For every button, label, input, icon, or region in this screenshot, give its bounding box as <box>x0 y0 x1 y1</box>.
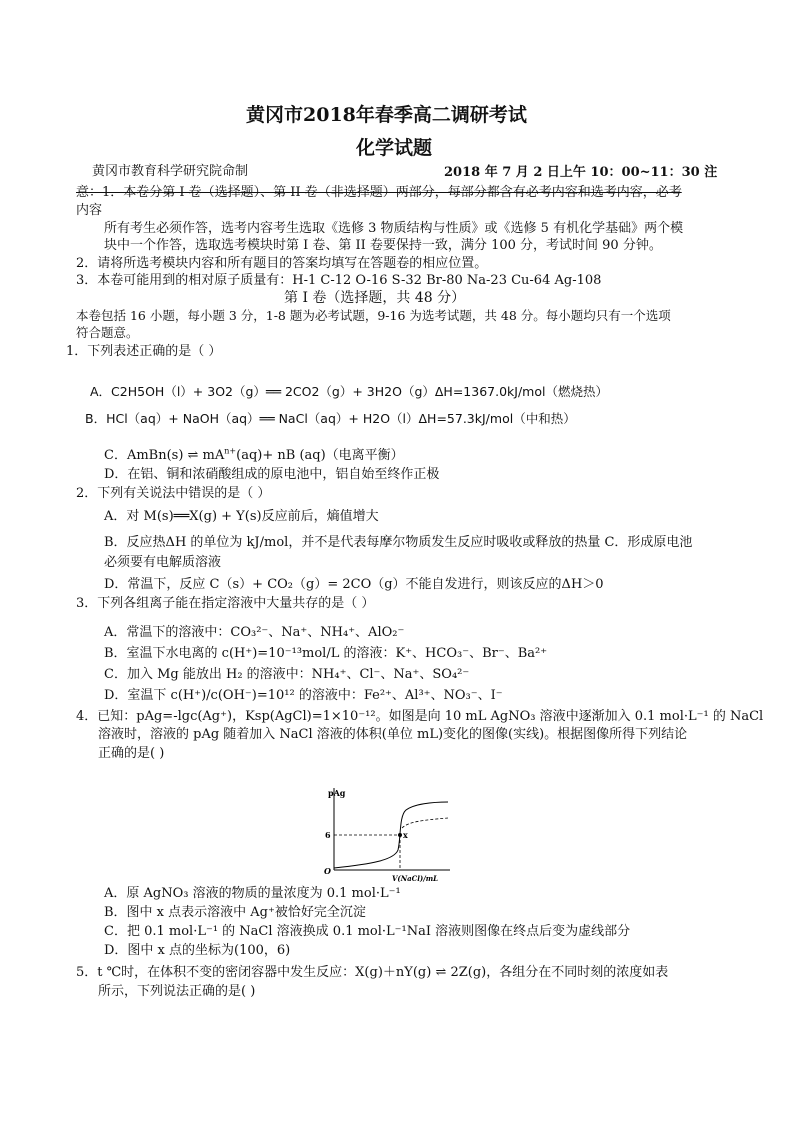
graph-xlabel: V(NaCl)/mL <box>392 874 439 883</box>
q1-option-a: A．C2H5OH（l）+ 3O2（g）══ 2CO2（g）+ 3H2O（g）ΔH=1367.0kJ/mol（燃烧热） <box>90 384 608 399</box>
q4-option-d: D．图中 x 点的坐标为(100，6) <box>104 943 291 958</box>
graph-origin: O <box>324 866 331 876</box>
graph-ylabel: pAg <box>328 788 346 798</box>
section-desc-line2: 符合题意。 <box>76 325 139 340</box>
q2-option-a: A．对 M(s)══X(g) + Y(s)反应前后，熵值增大 <box>104 509 379 524</box>
graph-dashed-curve <box>402 818 448 828</box>
note-1-line2: 内容 <box>76 203 103 218</box>
q1-option-c-rest: (aq)+ nB (aq)（电离平衡） <box>236 448 404 463</box>
note-1-line3: 所有考生必须作答，选考内容考生选取《选修 3 物质结构与性质》或《选修 5 有机化学基础》两个模 <box>104 221 684 236</box>
q5-stem-line1: 5．t ℃时，在体积不变的密闭容器中发生反应：X(g)＋nY(g) ⇌ 2Z(g)，各组分在不同时刻的浓度如表 <box>76 965 669 980</box>
q1-option-d: D．在铝、铜和浓硝酸组成的原电池中，铝自始至终作正极 <box>104 467 440 482</box>
note-2: 2．请将所选考模块内容和所有题目的答案均填写在答题卷的相应位置。 <box>76 256 488 271</box>
exam-subtitle: 化学试题 <box>356 137 433 159</box>
graph-y-tick-6: 6 <box>325 830 331 840</box>
q2-stem: 2．下列有关说法中错误的是（ ） <box>76 486 271 501</box>
exam-date: 2018 年 7 月 2 日上午 10：00~11：30 注 <box>444 165 718 180</box>
q3-stem: 3．下列各组离子能在指定溶液中大量共存的是（ ） <box>76 596 375 611</box>
q1-option-b: B．HCl（aq）+ NaOH（aq）══ NaCl（aq）+ H2O（l）ΔH=57.3kJ/mol（中和热） <box>85 411 576 426</box>
section-title: 第 I 卷（选择题，共 48 分） <box>284 290 466 306</box>
graph-point-x <box>398 833 402 837</box>
q4-stem-line1: 4．已知：pAg=-lgc(Ag⁺)，Ksp(AgCl)=1×10⁻¹²。如图是向 10 mL AgNO₃ 溶液中逐渐加入 0.1 mol·L⁻¹ 的 NaCl <box>76 709 764 724</box>
note-1-line4: 块中一个作答，选取选考模块时第 I 卷、第 II 卷要保持一致，满分 100 分，考试时间 90 分钟。 <box>104 238 662 253</box>
section-desc-line1: 本卷包括 16 小题，每小题 3 分，1-8 题为必考试题，9-16 为选考试题，共 48 分。每小题均只有一个选项 <box>76 308 671 323</box>
issuer: 黄冈市教育科学研究院命制 <box>92 164 249 179</box>
q4-option-b: B．图中 x 点表示溶液中 Ag⁺被恰好完全沉淀 <box>104 905 366 920</box>
q3-option-a: A．常温下的溶液中：CO₃²⁻、Na⁺、NH₄⁺、AlO₂⁻ <box>104 625 405 640</box>
q3-option-b: B．室温下水电离的 c(H⁺)=10⁻¹³mol/L 的溶液：K⁺、HCO₃⁻、Br⁻、Ba²⁺ <box>104 646 548 661</box>
q4-option-c: C．把 0.1 mol·L⁻¹ 的 NaCl 溶液换成 0.1 mol·L⁻¹NaI 溶液则图像在终点后变为虚线部分 <box>104 924 631 939</box>
q4-option-a: A．原 AgNO₃ 溶液的物质的量浓度为 0.1 mol·L⁻¹ <box>104 886 401 901</box>
q4-stem-line2: 溶液时，溶液的 pAg 随着加入 NaCl 溶液的体积(单位 mL)变化的图像(实线)。根据图像所得下列结论 <box>98 727 688 742</box>
q2-option-b-line1: B．反应热ΔH 的单位为 kJ/mol，并不是代表每摩尔物质发生反应时吸收或释放的热量 C．形成原电池 <box>104 535 693 550</box>
q5-stem-line2: 所示，下列说法正确的是( ) <box>98 984 256 999</box>
q2-option-d: D．常温下，反应 C（s）+ CO₂（g）= 2CO（g）不能自发进行，则该反应的ΔH＞0 <box>104 577 604 592</box>
q1-option-c-sup: n+ <box>224 446 237 456</box>
exam-title: 黄冈市2018年春季高二调研考试 <box>246 104 527 126</box>
pag-titration-graph <box>322 784 457 884</box>
note-3: 3．本卷可能用到的相对原子质量有：H-1 C-12 O-16 S-32 Br-80 Na-23 Cu-64 Ag-108 <box>76 273 602 288</box>
note-1-line1: 意：1．本卷分第 I 卷（选择题）、第 II 卷（非选择题）两部分，每部分都含有必考内容和选考内容，必考 <box>76 185 682 200</box>
q3-option-d: D．室温下 c(H⁺)/c(OH⁻)=10¹² 的溶液中：Fe²⁺、Al³⁺、NO₃⁻、I⁻ <box>104 688 503 703</box>
q1-option-c-main: C．AmBn(s) ⇌ mA <box>104 448 225 463</box>
q1-option-c <box>104 448 404 464</box>
q3-option-c: C．加入 Mg 能放出 H₂ 的溶液中：NH₄⁺、Cl⁻、Na⁺、SO₄²⁻ <box>104 667 470 682</box>
q1-stem: 1．下列表述正确的是（ ） <box>66 344 222 359</box>
q4-stem-line3: 正确的是( ) <box>98 746 165 761</box>
q2-option-b-line2: 必须要有电解质溶液 <box>104 555 222 570</box>
graph-point-label: x <box>403 830 408 840</box>
